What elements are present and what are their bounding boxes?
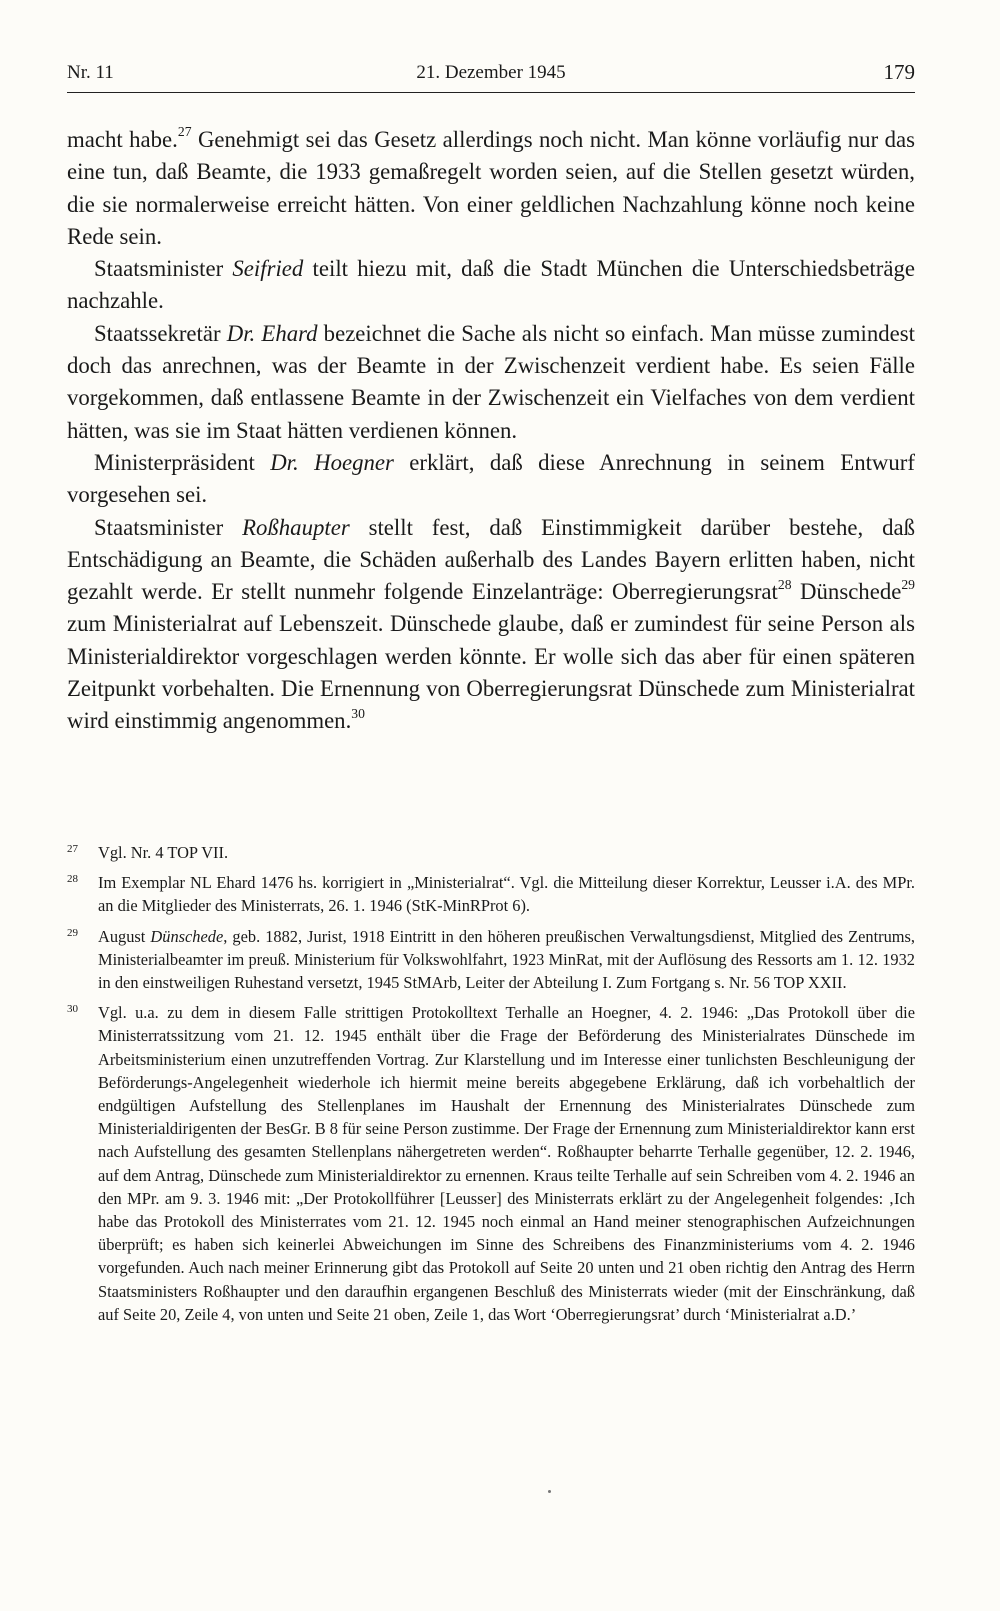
- speaker-name: Roßhaupter: [242, 514, 350, 540]
- header-date: 21. Dezember 1945: [416, 62, 566, 83]
- paragraph-3: [67, 318, 915, 447]
- footnote-ref-30[interactable]: 30: [351, 705, 365, 721]
- paragraph-2: [67, 253, 915, 318]
- footnote-27: [67, 841, 915, 864]
- footnote-29: [67, 925, 915, 995]
- footnote-text: August: [98, 926, 151, 946]
- document-number: Nr. 11: [67, 62, 114, 83]
- ink-speck: [548, 1490, 551, 1493]
- text-run: Staatsminister: [94, 256, 233, 282]
- text-run: Genehmigt sei das Gesetz allerdings noch nicht. Man könne vorläufig nur das eine tun, daß Beamte, die 1933 gemaßregelt worden seien, auf die Stellen gesetzt würden, die sie normalerweise erreicht hätten. Von einer geldlichen Nachzahlung könne noch keine Rede sein.: [67, 127, 915, 249]
- footnote-ref-28[interactable]: 28: [777, 576, 792, 592]
- running-header: [67, 62, 915, 93]
- speaker-title: Dr.: [270, 449, 299, 475]
- paragraph-4: [67, 447, 915, 512]
- footnote-number: 29: [67, 926, 78, 939]
- footnote-text: Vgl. Nr. 4 TOP VII.: [98, 843, 229, 862]
- speaker-name: Seifried: [232, 256, 304, 282]
- person-name: Dünschede: [150, 926, 224, 946]
- footnote-number: 28: [67, 873, 78, 886]
- text-run: Staatsminister: [94, 514, 243, 540]
- text-run: erklärt, daß diese Anrechnung in seinem Entwurf vorgesehen sei.: [67, 449, 915, 508]
- footnote-text: Im Exemplar NL Ehard 1476 hs. korrigiert in „Ministerialrat“. Vgl. die Mitteilung dieser Korrektur, Leusser i.A. des MPr. an die Mitglieder des Ministerrats, 26. 1. 1946 (StK-MinRProt 6).: [98, 873, 915, 916]
- text-run: Staatssekretär: [94, 320, 227, 346]
- footnote-ref-29[interactable]: 29: [901, 576, 915, 592]
- main-text: [67, 124, 915, 738]
- text-run: teilt hiezu mit, daß die Stadt München die Unterschiedsbeträge nachzahle.: [67, 256, 915, 314]
- text-run: bezeichnet die Sache als nicht so einfach. Man müsse zumindest doch das anrechnen, was der Beamte in der Zwischenzeit verdient habe. Es seien Fälle vorgekommen, daß entlassene Beamte in der Zwischenzeit ein Vielfaches von dem verdient hätten, was sie im Staat hätten verdienen können.: [67, 320, 916, 443]
- footnote-28: [67, 871, 915, 917]
- footnote-text: Vgl. u.a. zu dem in diesem Falle strittigen Protokolltext Terhalle an Hoegner, 4. 2. 1946: „Das Protokoll über die Ministerratssitzung vom 21. 12. 1945 enthält über die Frage der Beförderung des Ministerialrates Dünschede im Arbeitsministerium einen unzutreffenden Vortrag. Zur Klarstellung und im Interesse einer tunlichsten Beschleunigung der Beförderungs-Angelegenheit wiederhole ich hiermit meine bereits abgegebene Erklärung, daß ich vorbehaltlich der endgültigen Aufstellung des Stellenplanes im Haushalt der Ernennung des Ministerialrates Dünschede zum Ministerialdirigenten der BesGr. B 8 für seine Person zustimme. Der Frage der Ernennung zum Ministerialdirektor kann erst nach Aufstellung des gesamten Stellenplans nähergetreten werden“. Roßhaupter beharrte Terhalle gegenüber, 12. 2. 1946, auf dem Antrag, Dünschede zum Ministerialdirektor zu ernennen. Kraus teilte Terhalle auf sein Schreiben vom 4. 2. 1946 an den MPr. am 9. 3. 1946 mit: „Der Protokollführer [Leusser] des Ministerrats erklärt zu der Angelegenheit folgendes: ‚Ich habe das Protokoll des Ministerrates vom 21. 12. 1945 noch einmal an Hand meiner stenographischen Aufzeichnungen überprüft; es haben sich keinerlei Abweichungen im Sinne des Schreibens des Finanzministeriums vom 4. 2. 1946 vorgefunden. Auch nach meiner Erinnerung gibt das Protokoll auf Seite 20 unten und 21 oben richtig den Antrag des Herrn Staatsministers Roßhaupter und den daraufhin ergangenen Beschluß des Ministerrats wieder (mit der Einschränkung, daß auf Seite 20, Zeile 4, von unten und Seite 21 oben, Zeile 1, das Wort ‘Oberregierungsrat’ durch ‘Ministerialrat a.D.’: [98, 1003, 915, 1324]
- paragraph-5: [67, 512, 915, 738]
- speaker-name: Ehard: [261, 320, 318, 346]
- text-run: Dünschede: [791, 579, 902, 605]
- text-run: stellt fest, daß Einstimmigkeit darüber bestehe, daß Entschädigung an Beamte, die Schäden außerhalb des Landes Bayern erlitten haben, nicht gezahlt werde. Er stellt nunmehr folgende Einzelanträge: Oberregierungsrat: [67, 514, 915, 605]
- footnote-ref-27[interactable]: 27: [177, 124, 192, 140]
- page-number: 179: [883, 60, 915, 84]
- footnote-number: 27: [67, 843, 78, 855]
- footnote-text: , geb. 1882, Jurist, 1918 Eintritt in den höheren preußischen Verwaltungsdienst, Mitglied des Zentrums, Ministerialbeamter im preuß. Ministerium für Volkswohlfahrt, 1923 MinRat, mit der Auflösung des Ressorts am 1. 12. 1932 in den einstweiligen Ruhestand versetzt, 1945 StMArb, Leiter der Abteilung I. Zum Fortgang s. Nr. 56 TOP XXII.: [98, 926, 916, 993]
- footnotes: [67, 841, 915, 1333]
- footnote-30: [67, 1001, 915, 1326]
- text-run: zum Ministerialrat auf Lebenszeit. Dünschede glaube, daß er zumindest für seine Person als Ministerialdirektor vorgeschlagen werden könnte. Er wolle sich das aber für einen späteren Zeitpunkt vorbehalten. Die Ernennung von Oberregierungsrat Dünschede zum Ministerialrat wird einstimmig angenommen.: [67, 611, 915, 734]
- speaker-name: Hoegner: [314, 449, 394, 475]
- paragraph-1: [67, 124, 915, 253]
- speaker-title: Dr.: [226, 320, 256, 346]
- text-run: macht habe.: [67, 127, 178, 152]
- footnote-number: 30: [67, 1003, 78, 1016]
- text-run: Ministerpräsident: [94, 449, 271, 475]
